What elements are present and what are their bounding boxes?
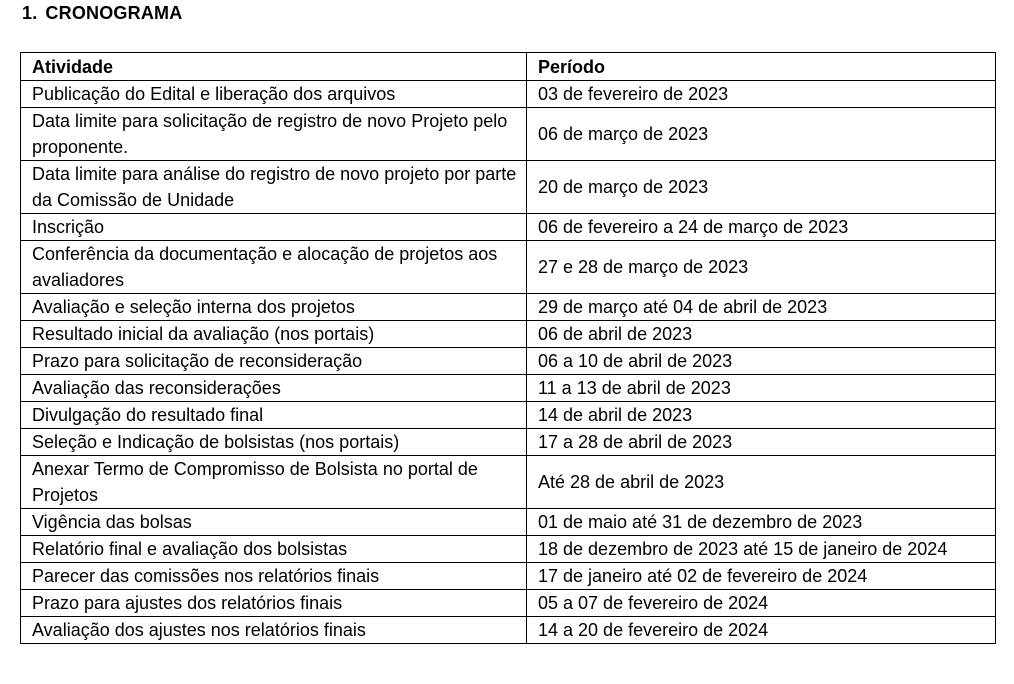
period-cell: 11 a 13 de abril de 2023 (527, 375, 996, 402)
table-row (21, 617, 996, 644)
table-row (21, 294, 996, 321)
table-row (21, 402, 996, 429)
activity-cell: Data limite para análise do registro de novo projeto por parte da Comissão de Unidade (21, 161, 527, 214)
table-row (21, 563, 996, 590)
period-cell: Até 28 de abril de 2023 (527, 456, 996, 509)
activity-cell: Prazo para ajustes dos relatórios finais (21, 590, 527, 617)
table-header-row (21, 53, 996, 81)
activity-cell: Relatório final e avaliação dos bolsistas (21, 536, 527, 563)
section-title: CRONOGRAMA (45, 3, 183, 23)
table-row (21, 161, 996, 214)
activity-cell: Inscrição (21, 214, 527, 241)
period-cell: 17 de janeiro até 02 de fevereiro de 2024 (527, 563, 996, 590)
period-cell: 17 a 28 de abril de 2023 (527, 429, 996, 456)
activity-cell: Resultado inicial da avaliação (nos portais) (21, 321, 527, 348)
table-row (21, 108, 996, 161)
activity-cell: Avaliação das reconsiderações (21, 375, 527, 402)
header-activity: Atividade (21, 53, 527, 81)
schedule-table (20, 52, 996, 644)
section-number: 1. (22, 3, 38, 23)
table-row (21, 214, 996, 241)
period-cell: 06 de fevereiro a 24 de março de 2023 (527, 214, 996, 241)
period-cell: 18 de dezembro de 2023 até 15 de janeiro de 2024 (527, 536, 996, 563)
activity-cell: Conferência da documentação e alocação de projetos aos avaliadores (21, 241, 527, 294)
activity-cell: Prazo para solicitação de reconsideração (21, 348, 527, 375)
activity-cell: Avaliação dos ajustes nos relatórios finais (21, 617, 527, 644)
activity-cell: Publicação do Edital e liberação dos arquivos (21, 81, 527, 108)
activity-cell: Anexar Termo de Compromisso de Bolsista no portal de Projetos (21, 456, 527, 509)
table-row (21, 456, 996, 509)
period-cell: 14 de abril de 2023 (527, 402, 996, 429)
table-row (21, 429, 996, 456)
table-row (21, 509, 996, 536)
period-cell: 06 de março de 2023 (527, 108, 996, 161)
period-cell: 14 a 20 de fevereiro de 2024 (527, 617, 996, 644)
period-cell: 27 e 28 de março de 2023 (527, 241, 996, 294)
table-row (21, 536, 996, 563)
activity-cell: Data limite para solicitação de registro de novo Projeto pelo proponente. (21, 108, 527, 161)
activity-cell: Parecer das comissões nos relatórios finais (21, 563, 527, 590)
period-cell: 20 de março de 2023 (527, 161, 996, 214)
table-row (21, 590, 996, 617)
activity-cell: Vigência das bolsas (21, 509, 527, 536)
activity-cell: Avaliação e seleção interna dos projetos (21, 294, 527, 321)
period-cell: 03 de fevereiro de 2023 (527, 81, 996, 108)
header-period: Período (527, 53, 996, 81)
table-row (21, 241, 996, 294)
activity-cell: Divulgação do resultado final (21, 402, 527, 429)
table-row (21, 375, 996, 402)
table-row (21, 321, 996, 348)
period-cell: 01 de maio até 31 de dezembro de 2023 (527, 509, 996, 536)
period-cell: 29 de março até 04 de abril de 2023 (527, 294, 996, 321)
period-cell: 06 de abril de 2023 (527, 321, 996, 348)
table-row (21, 81, 996, 108)
table-row (21, 348, 996, 375)
period-cell: 05 a 07 de fevereiro de 2024 (527, 590, 996, 617)
activity-cell: Seleção e Indicação de bolsistas (nos portais) (21, 429, 527, 456)
period-cell: 06 a 10 de abril de 2023 (527, 348, 996, 375)
section-heading (22, 3, 182, 24)
